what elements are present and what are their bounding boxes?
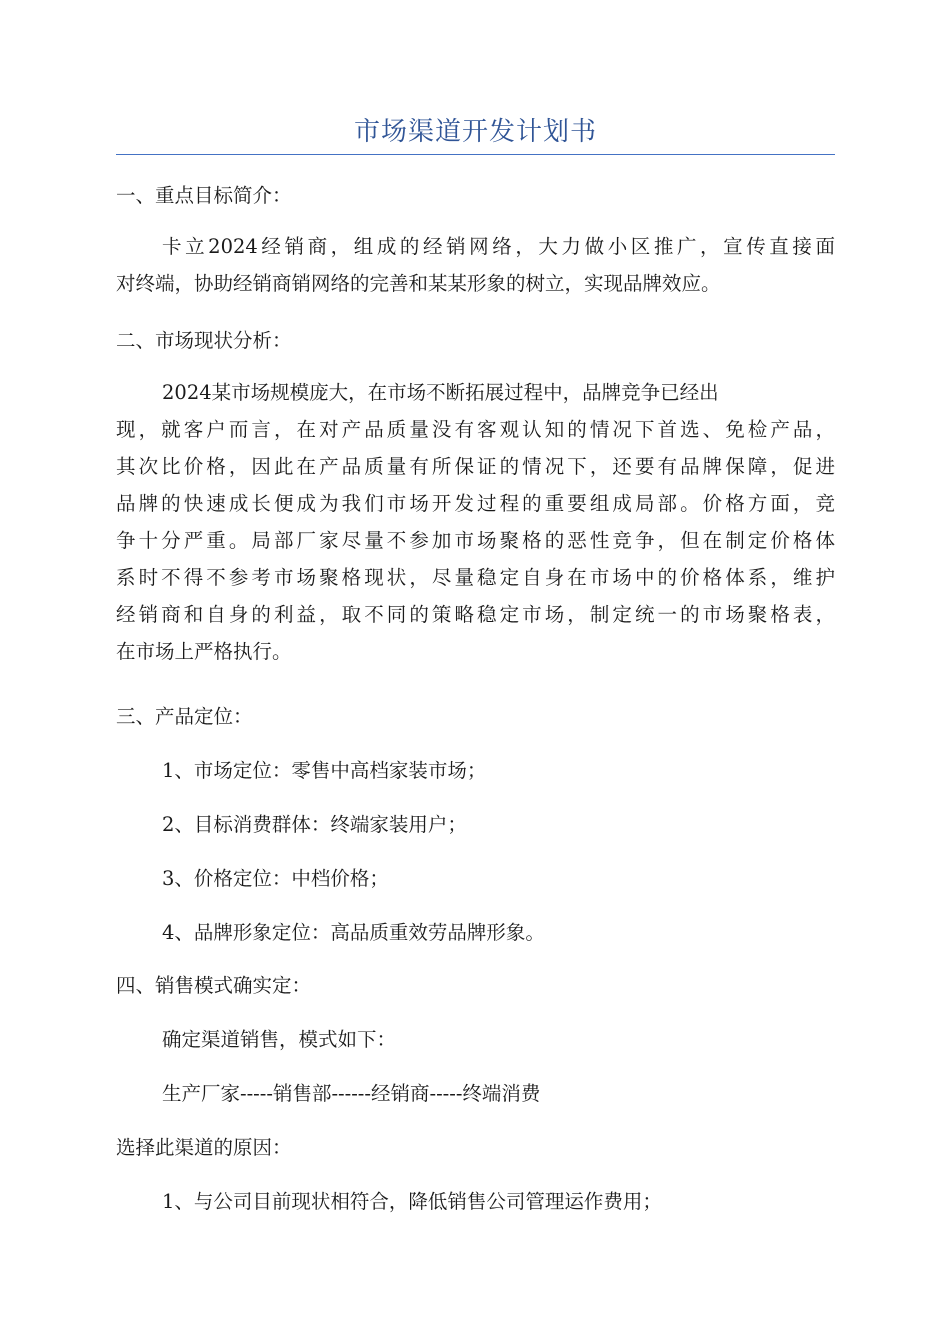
section-heading-positioning: 三、产品定位： bbox=[116, 705, 253, 728]
paragraph-line: 现，就客户而言，在对产品质量没有客观认知的情况下首选、免检产品， bbox=[116, 418, 835, 441]
title-underline bbox=[116, 154, 835, 155]
section-heading-sales-model: 四、销售模式确实定： bbox=[116, 974, 312, 997]
document-title: 市场渠道开发计划书 bbox=[353, 117, 597, 147]
paragraph-line: 2024某市场规模庞大，在市场不断拓展过程中，品牌竞争已经出 bbox=[162, 381, 719, 404]
section-heading-market-analysis: 二、市场现状分析： bbox=[116, 329, 292, 352]
paragraph-goals bbox=[116, 228, 835, 302]
paragraph-line: 经销商和自身的利益，取不同的策略稳定市场，制定统一的市场聚格表， bbox=[116, 603, 835, 626]
sales-channel-flow: 生产厂家-----销售部------经销商-----终端消费 bbox=[162, 1082, 541, 1105]
paragraph-line: 对终端，协助经销商销网络的完善和某某形象的树立，实现品牌效应。 bbox=[116, 272, 721, 295]
list-item-brand-positioning: 4、品牌形象定位：高品质重效劳品牌形象。 bbox=[162, 921, 545, 944]
paragraph-line: 争十分严重。局部厂家尽量不参加市场聚格的恶性竞争，但在制定价格体 bbox=[116, 529, 835, 552]
sales-model-intro: 确定渠道销售，模式如下： bbox=[162, 1028, 397, 1051]
channel-reason-heading: 选择此渠道的原因： bbox=[116, 1136, 292, 1159]
paragraph-line: 其次比价格，因此在产品质量有所保证的情况下，还要有品牌保障，促进 bbox=[116, 455, 835, 478]
list-item-target-consumers: 2、目标消费群体：终端家装用户； bbox=[162, 813, 467, 836]
list-item-price-positioning: 3、价格定位：中档价格； bbox=[162, 867, 389, 890]
list-item-market-positioning: 1、市场定位：零售中高档家装市场； bbox=[162, 759, 487, 782]
paragraph-line: 系时不得不参考市场聚格现状，尽量稳定自身在市场中的价格体系，维护 bbox=[116, 566, 835, 589]
paragraph-market-analysis bbox=[116, 374, 835, 670]
section-heading-goals: 一、重点目标简介： bbox=[116, 184, 292, 207]
paragraph-line: 品牌的快速成长便成为我们市场开发过程的重要组成局部。价格方面，竞 bbox=[116, 492, 835, 515]
paragraph-line: 在市场上严格执行。 bbox=[116, 640, 292, 663]
channel-reason-item: 1、与公司目前现状相符合，降低销售公司管理运作费用； bbox=[162, 1190, 662, 1213]
paragraph-line: 卡立2024经销商，组成的经销网络，大力做小区推广，宣传直接面 bbox=[162, 235, 835, 258]
